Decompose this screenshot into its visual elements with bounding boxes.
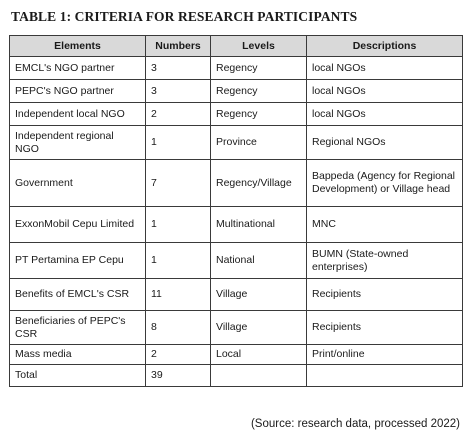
cell-element: Independent regional NGO (10, 126, 146, 160)
cell-description: MNC (307, 207, 463, 243)
cell-level: Multinational (211, 207, 307, 243)
cell-level: Village (211, 279, 307, 311)
cell-number: 1 (146, 243, 211, 279)
table-row (10, 160, 463, 207)
cell-number: 2 (146, 103, 211, 126)
table-row (10, 126, 463, 160)
table-row (10, 207, 463, 243)
cell-number: 39 (146, 365, 211, 387)
cell-description: BUMN (State-owned enterprises) (307, 243, 463, 279)
table-row (10, 80, 463, 103)
cell-level: Regency/Village (211, 160, 307, 207)
cell-element: Beneficiaries of PEPC's CSR (10, 311, 146, 345)
cell-level: Village (211, 311, 307, 345)
header-row (10, 36, 463, 57)
cell-description: Bappeda (Agency for Regional Development) or Village head (307, 160, 463, 207)
cell-number: 11 (146, 279, 211, 311)
cell-element: EMCL's NGO partner (10, 57, 146, 80)
cell-level: Regency (211, 57, 307, 80)
cell-level: National (211, 243, 307, 279)
cell-number: 3 (146, 57, 211, 80)
cell-element: Benefits of EMCL's CSR (10, 279, 146, 311)
source-note: (Source: research data, processed 2022) (250, 418, 460, 430)
header-elements: Elements (10, 36, 146, 57)
cell-description: local NGOs (307, 103, 463, 126)
cell-number: 7 (146, 160, 211, 207)
cell-number: 3 (146, 80, 211, 103)
cell-number: 2 (146, 345, 211, 365)
header-levels: Levels (211, 36, 307, 57)
cell-element: Total (10, 365, 146, 387)
cell-level (211, 365, 307, 387)
cell-element: ExxonMobil Cepu Limited (10, 207, 146, 243)
header-descriptions: Descriptions (307, 36, 463, 57)
table-header (10, 36, 463, 57)
cell-element: Mass media (10, 345, 146, 365)
cell-description: local NGOs (307, 80, 463, 103)
cell-number: 8 (146, 311, 211, 345)
cell-description: Recipients (307, 311, 463, 345)
table-row (10, 279, 463, 311)
total-row (10, 365, 463, 387)
cell-description: local NGOs (307, 57, 463, 80)
cell-number: 1 (146, 126, 211, 160)
cell-description: Regional NGOs (307, 126, 463, 160)
table-row (10, 311, 463, 345)
cell-element: Government (10, 160, 146, 207)
table-row (10, 243, 463, 279)
participants-table (9, 35, 463, 387)
header-numbers: Numbers (146, 36, 211, 57)
cell-number: 1 (146, 207, 211, 243)
cell-description: Recipients (307, 279, 463, 311)
cell-level: Regency (211, 103, 307, 126)
cell-level: Local (211, 345, 307, 365)
table-row (10, 103, 463, 126)
cell-element: PT Pertamina EP Cepu (10, 243, 146, 279)
table-row (10, 345, 463, 365)
cell-level: Province (211, 126, 307, 160)
cell-element: Independent local NGO (10, 103, 146, 126)
cell-level: Regency (211, 80, 307, 103)
table-title: TABLE 1: CRITERIA FOR RESEARCH PARTICIPANTS (11, 9, 358, 24)
table-body (10, 57, 463, 387)
table-row (10, 57, 463, 80)
cell-description: Print/online (307, 345, 463, 365)
cell-element: PEPC's NGO partner (10, 80, 146, 103)
cell-description (307, 365, 463, 387)
